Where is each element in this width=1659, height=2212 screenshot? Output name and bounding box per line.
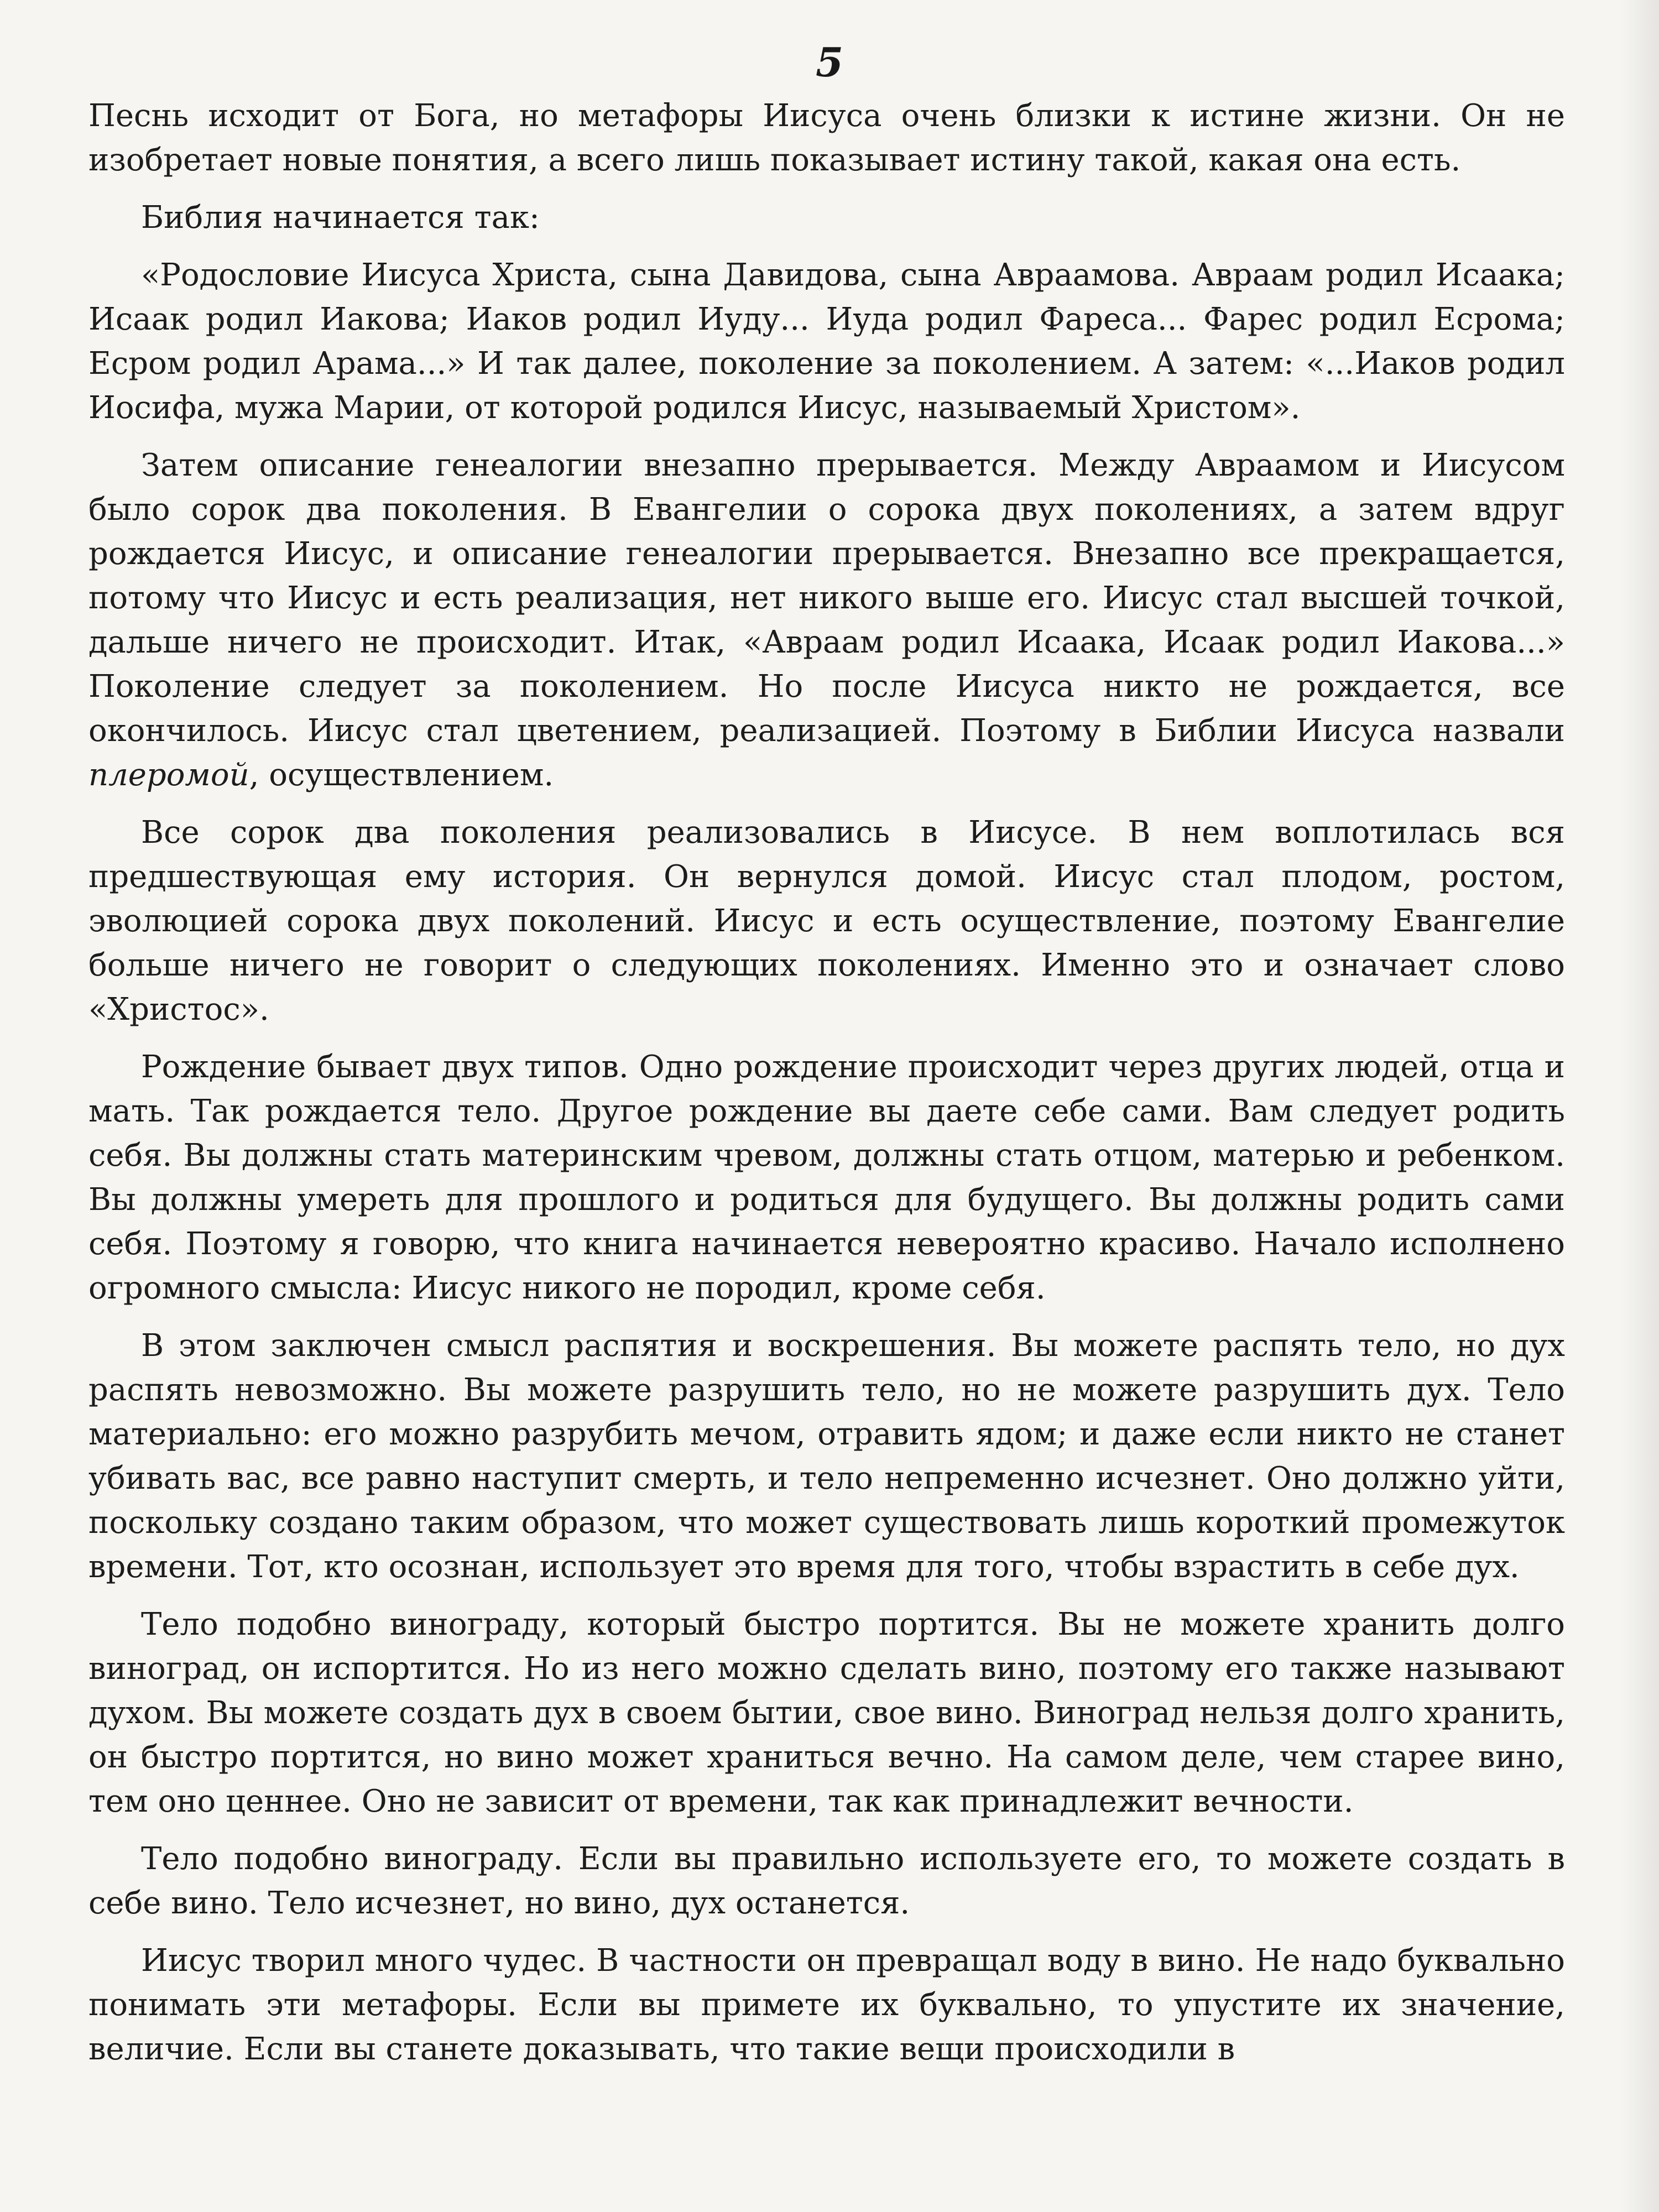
paragraph-7: В этом заключен смысл распятия и воскрешения. Вы можете распять тело, но дух распять невозможно. Вы можете разрушить тело, но не можете разрушить дух. Тело материально: его можно разрубить мечом, отравить ядом; и даже если никто не станет убивать вас, все равно наступит смерть, и тело непременно исчезнет. Оно должно уйти, поскольку создано таким образом, что может существовать лишь короткий промежуток времени. Тот, кто осознан, использует это время для того, чтобы взрастить в себе дух. xyxy=(88,1328,1565,1585)
paragraph-4-tail: , осуществлением. xyxy=(249,757,554,793)
paragraph-4 xyxy=(88,444,1565,797)
paragraph-3-quote: «Родословие Иисуса Христа, сына Давидова, сына Авраамова. Авраам родил Исаака; Исаак родил Иакова; Иаков родил Иуду... Иуда родил Фареса... Фарес родил Есрома; Есром родил Арама...» И так далее, поколение за поколением. А затем: «...Иаков родил Иосифа, мужа Марии, от которой родился Иисус, называемый Христом». xyxy=(88,257,1565,426)
page-number: 5 xyxy=(815,39,844,86)
paragraph-9: Тело подобно винограду. Если вы правильно используете его, то можете создать в себе вино. Тело исчезнет, но вино, дух останется. xyxy=(88,1841,1565,1921)
paragraph-4-italic-term: плеромой xyxy=(88,757,249,793)
paragraph-5: Все сорок два поколения реализовались в Иисусе. В нем воплотилась вся предшествующая ему история. Он вернулся домой. Иисус стал плодом, ростом, эволюцией сорока двух поколений. Иисус и есть осуществление, поэтому Евангелие больше ничего не говорит о следующих поколениях. Именно это и означает слово «Христос». xyxy=(88,815,1565,1027)
paragraph-4-text: Затем описание генеалогии внезапно прерывается. Между Авраамом и Иисусом было сорок два поколения. В Евангелии о сорока двух поколениях, а затем вдруг рождается Иисус, и описание генеалогии прерывается. Внезапно все прекращается, потому что Иисус и есть реализация, нет никого выше его. Иисус стал высшей точкой, дальше ничего не происходит. Итак, «Авраам родил Исаака, Исаак родил Иакова...» Поколение следует за поколением. Но после Иисуса никто не рождается, все окончилось. Иисус стал цветением, реализацией. Поэтому в Библии Иисуса назвали xyxy=(88,447,1565,749)
page-edge-shadow xyxy=(1620,0,1659,2212)
paragraph-10: Иисус творил много чудес. В частности он превращал воду в вино. Не надо буквально понимать эти метафоры. Если вы примете их буквально, то упустите их значение, величие. Если вы станете доказывать, что такие вещи происходили в xyxy=(88,1943,1565,2067)
paragraph-1: Песнь исходит от Бога, но метафоры Иисуса очень близки к истине жизни. Он не изобретает новые понятия, а всего лишь показывает истину такой, какая она есть. xyxy=(88,98,1565,178)
paragraph-2: Библия начинается так: xyxy=(141,200,540,236)
paragraph-6: Рождение бывает двух типов. Одно рождение происходит через других людей, отца и мать. Так рождается тело. Другое рождение вы даете себе сами. Вам следует родить себя. Вы должны стать материнским чревом, должны стать отцом, матерью и ребенком. Вы должны умереть для прошлого и родиться для будущего. Вы должны родить сами себя. Поэтому я говорю, что книга начинается невероятно красиво. Начало исполнено огромного смысла: Иисус никого не породил, кроме себя. xyxy=(88,1049,1565,1306)
page-text xyxy=(88,94,1565,2085)
paragraph-8: Тело подобно винограду, который быстро портится. Вы не можете хранить долго виноград, он испортится. Но из него можно сделать вино, поэтому его также называют духом. Вы можете создать дух в своем бытии, свое вино. Виноград нельзя долго хранить, он быстро портится, но вино может храниться вечно. На самом деле, чем старее вино, тем оно ценнее. Оно не зависит от времени, так как принадлежит вечности. xyxy=(88,1606,1565,1819)
